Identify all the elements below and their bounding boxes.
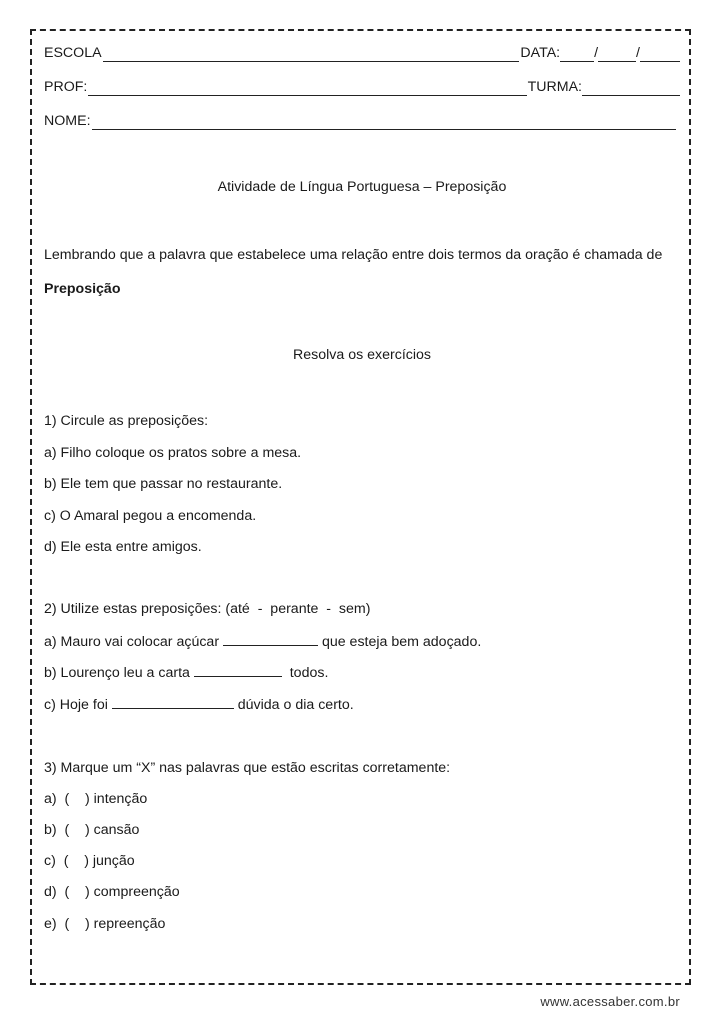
exercise-2-item-start: c) Hoje foi: [44, 697, 112, 713]
school-date-row: [44, 44, 680, 62]
exercise-2-item: [44, 632, 481, 651]
teacher-label: PROF:: [44, 79, 88, 95]
intro-term: Preposição: [44, 281, 121, 297]
exercise-1-item: d) Ele esta entre amigos.: [44, 539, 202, 555]
exercise-3-option[interactable]: b) ( ) cansão: [44, 822, 140, 838]
exercise-3-option[interactable]: e) ( ) repreenção: [44, 916, 166, 932]
exercise-1-item: c) O Amaral pegou a encomenda.: [44, 508, 257, 524]
date-label: DATA:: [520, 45, 561, 61]
school-label: ESCOLA: [44, 45, 102, 61]
exercise-3-question: 3) Marque um “X” nas palavras que estão escritas corretamente:: [44, 760, 451, 776]
exercise-2-item-end: dúvida o dia certo.: [233, 697, 354, 713]
exercise-3-option[interactable]: d) ( ) compreenção: [44, 884, 180, 900]
date-month-field[interactable]: [598, 48, 636, 62]
page-title: Atividade de Língua Portuguesa – Preposição: [217, 179, 507, 195]
answer-blank[interactable]: [112, 695, 234, 709]
exercise-1-question: 1) Circule as preposições:: [44, 413, 209, 429]
exercise-1-item: b) Ele tem que passar no restaurante.: [44, 476, 283, 492]
name-field[interactable]: [92, 116, 676, 130]
exercise-3-option[interactable]: c) ( ) junção: [44, 853, 135, 869]
exercise-2-item-end: todos.: [281, 665, 329, 681]
class-field[interactable]: [582, 82, 680, 96]
exercise-2-item-start: a) Mauro vai colocar açúcar: [44, 634, 223, 650]
footer-website: www.acessaber.com.br: [540, 994, 680, 1009]
exercise-2-question: 2) Utilize estas preposições: (até - perante - sem): [44, 601, 371, 617]
teacher-field[interactable]: [88, 82, 526, 96]
exercise-2-item-end: que esteja bem adoçado.: [318, 634, 482, 650]
answer-blank[interactable]: [223, 632, 318, 646]
school-field[interactable]: [103, 48, 520, 62]
intro-text: Lembrando que a palavra que estabelece uma relação entre dois termos da oração é chamada de: [44, 247, 663, 263]
exercise-3-option[interactable]: a) ( ) intenção: [44, 791, 148, 807]
name-label: NOME:: [44, 113, 91, 129]
name-row: [44, 112, 680, 130]
teacher-class-row: [44, 78, 680, 96]
date-separator: /: [594, 45, 599, 61]
class-label: TURMA:: [527, 79, 582, 95]
date-day-field[interactable]: [560, 48, 594, 62]
exercise-1-item: a) Filho coloque os pratos sobre a mesa.: [44, 445, 302, 461]
exercise-2-item: [44, 695, 354, 714]
exercise-2-item-start: b) Lourenço leu a carta: [44, 665, 194, 681]
date-year-field[interactable]: [640, 48, 680, 62]
answer-blank[interactable]: [194, 663, 282, 677]
date-separator: /: [636, 45, 640, 61]
instruction: Resolva os exercícios: [293, 347, 431, 363]
exercise-2-item: [44, 663, 328, 682]
